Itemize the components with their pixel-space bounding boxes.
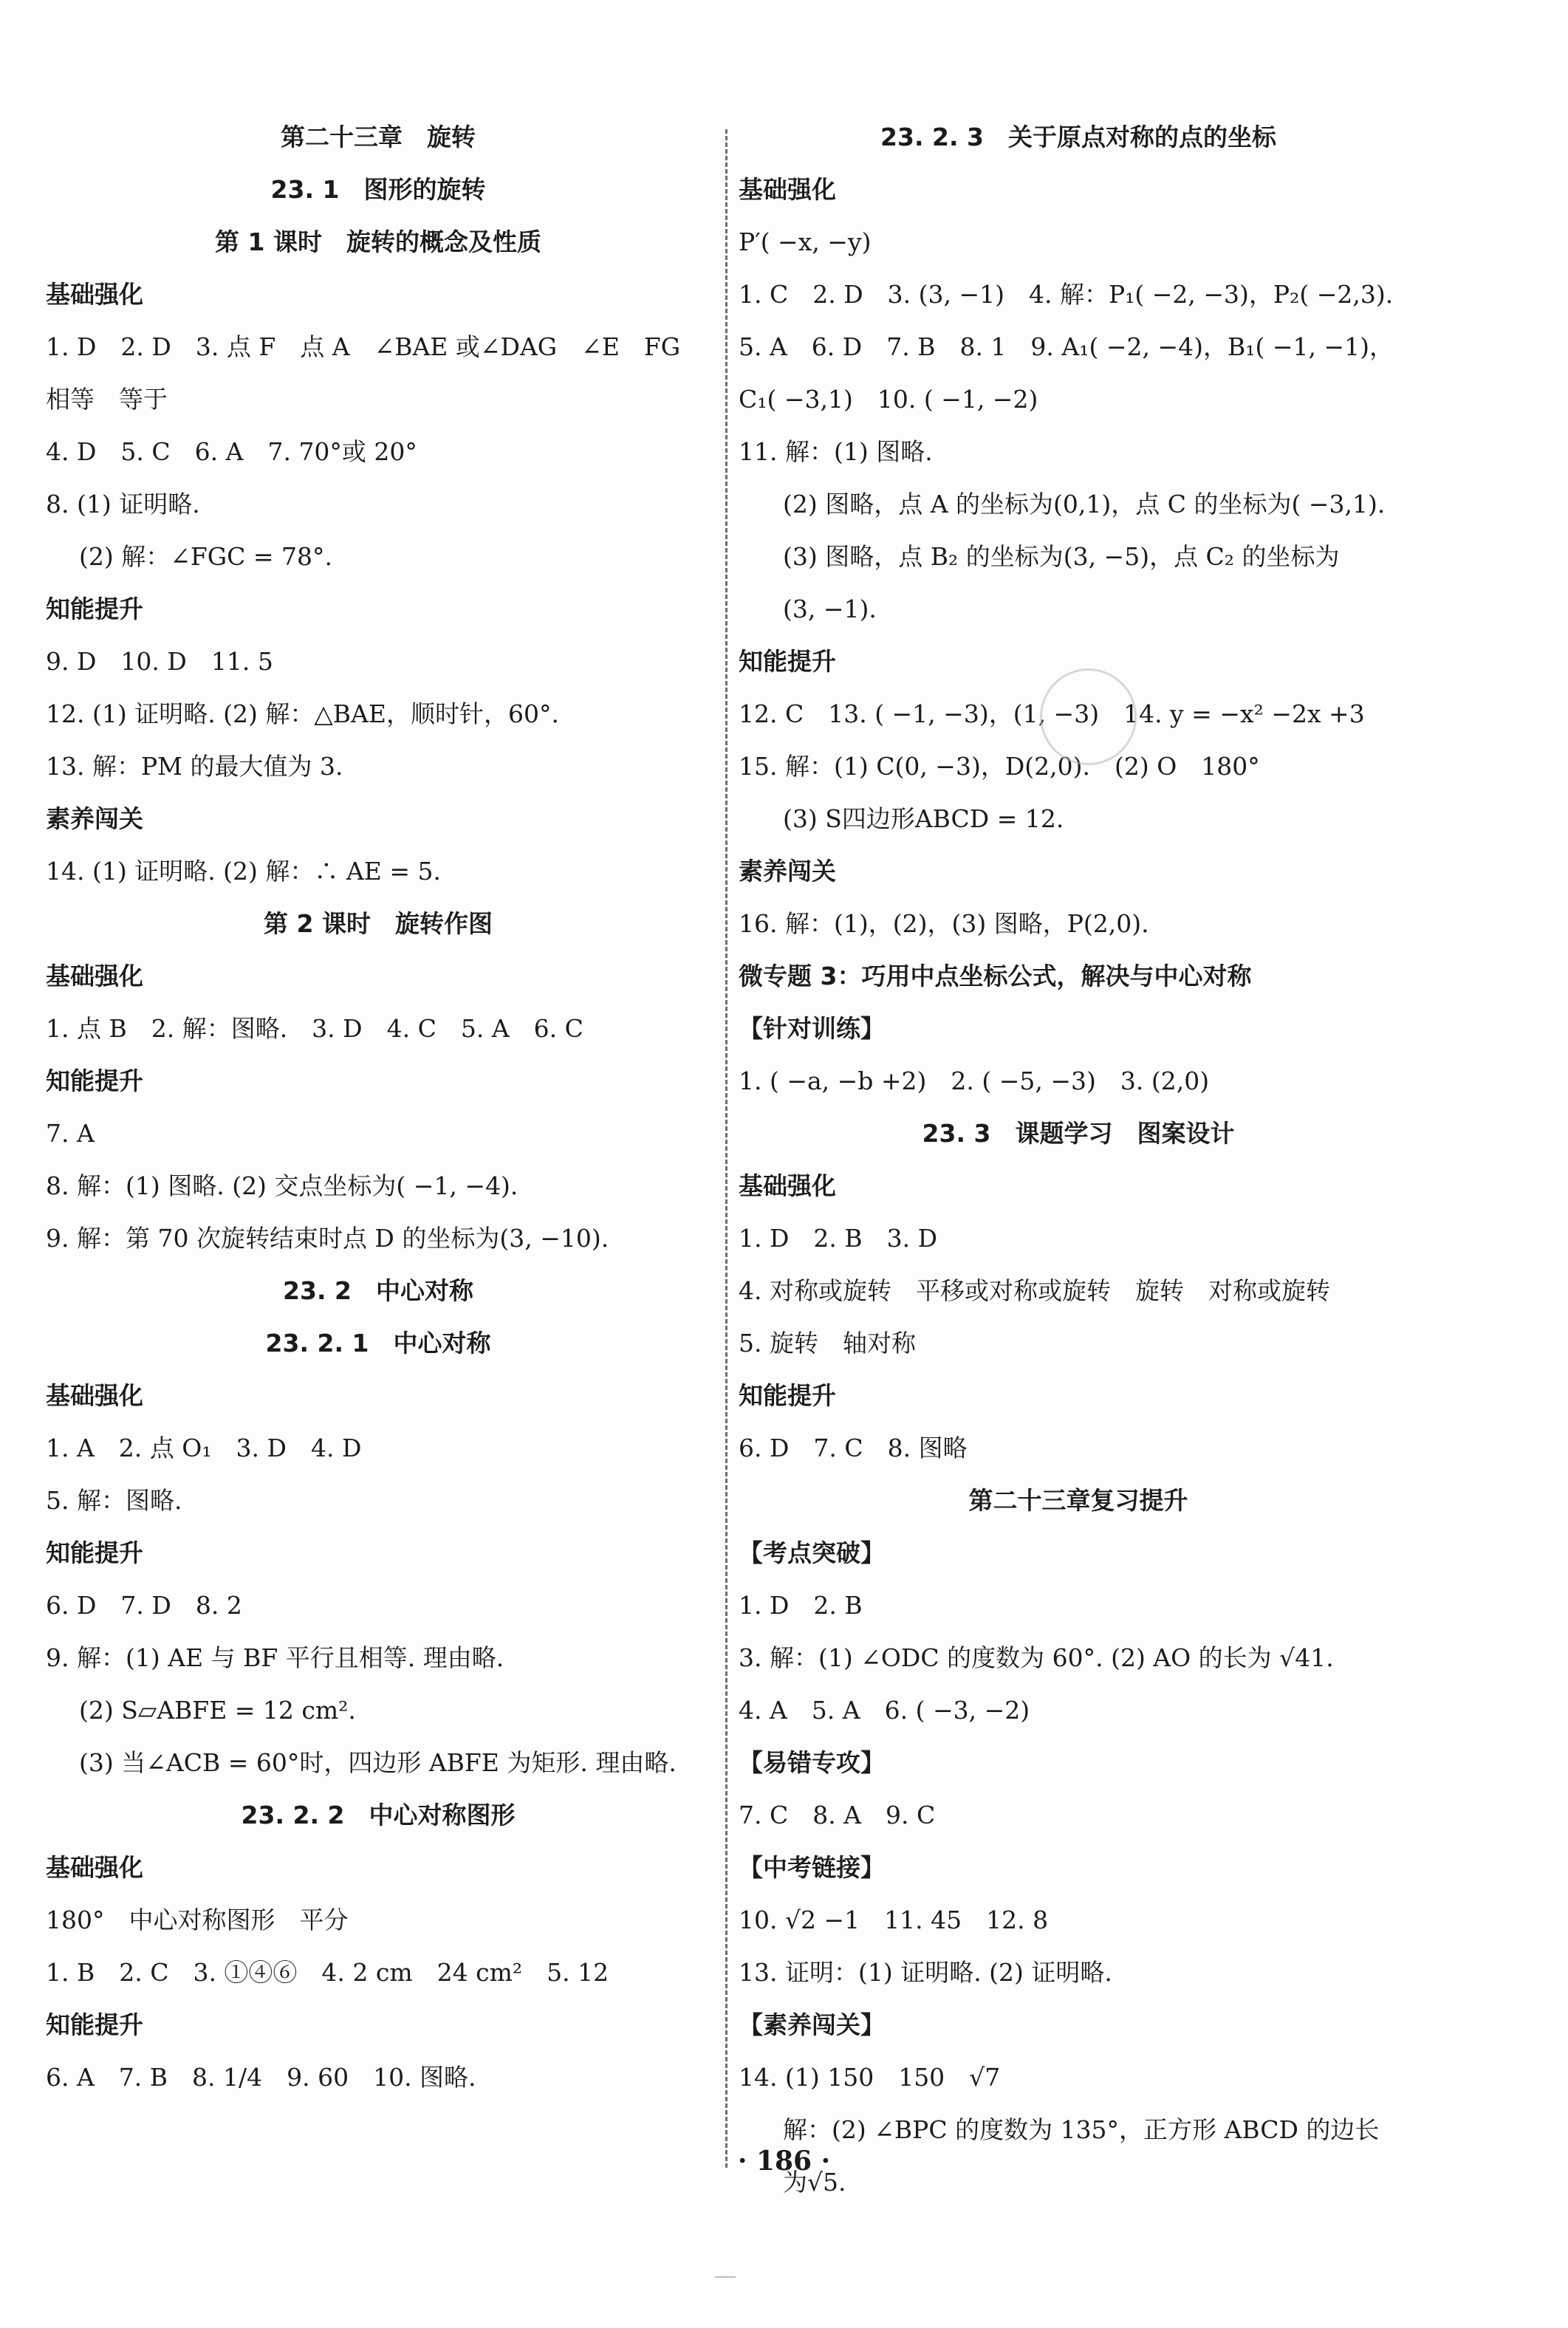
- section-title: 第 1 课时 旋转的概念及性质: [215, 227, 541, 256]
- answer-line: 5. A 6. D 7. B 8. 1 9. A₁( −2, −4)，B₁( −1, −1)，: [739, 332, 1394, 361]
- watermark-stamp: [1040, 668, 1137, 765]
- section-title: 23. 3 课题学习 图案设计: [922, 1119, 1235, 1148]
- answer-line: (2) 图略，点 A 的坐标为(0,1)，点 C 的坐标为( −3,1).: [783, 490, 1386, 518]
- answer-line: 1. A 2. 点 O₁ 3. D 4. D: [46, 1434, 362, 1462]
- answer-line: 6. A 7. B 8. 1/4 9. 60 10. 图略.: [46, 2063, 476, 2092]
- answer-line: 1. ( −a, −b +2) 2. ( −5, −3) 3. (2,0): [739, 1067, 1210, 1095]
- answer-line: (3) 图略，点 B₂ 的坐标为(3, −5)，点 C₂ 的坐标为: [783, 542, 1340, 571]
- answer-line: 12. (1) 证明略. (2) 解：△BAE，顺时针，60°.: [46, 699, 559, 728]
- section-heading: 知能提升: [46, 595, 143, 623]
- section-heading: 素养闯关: [739, 857, 836, 886]
- answer-line: (3) S四边形ABCD = 12.: [783, 804, 1064, 833]
- answer-line: 1. D 2. B: [739, 1591, 863, 1620]
- answer-line: 14. (1) 150 150 √7: [739, 2063, 1001, 2092]
- answer-line: 6. D 7. D 8. 2: [46, 1591, 242, 1620]
- answer-line: 3. 解：(1) ∠ODC 的度数为 60°. (2) AO 的长为 √41.: [739, 1643, 1334, 1672]
- answer-line: 9. D 10. D 11. 5: [46, 647, 273, 676]
- answer-line: 13. 证明：(1) 证明略. (2) 证明略.: [739, 1958, 1112, 1987]
- section-title: 第二十三章复习提升: [968, 1486, 1188, 1515]
- answer-line: 5. 旋转 轴对称: [739, 1329, 916, 1358]
- answer-line: P′( −x, −y): [739, 227, 872, 256]
- answer-line: 15. 解：(1) C(0, −3)，D(2,0). (2) O 180°: [739, 752, 1260, 781]
- section-heading: 【考点突破】: [739, 1538, 885, 1567]
- section-title: 23. 2 中心对称: [283, 1276, 473, 1305]
- answer-line: 7. C 8. A 9. C: [739, 1801, 936, 1829]
- answer-line: 12. C 13. ( −1, −3)，(1, −3) 14. y = −x² −2x +3: [739, 699, 1365, 728]
- section-heading: 【针对训练】: [739, 1014, 885, 1043]
- section-title: 23. 2. 2 中心对称图形: [241, 1801, 516, 1829]
- section-heading: 微专题 3：巧用中点坐标公式，解决与中心对称: [739, 962, 1252, 990]
- section-heading: 【素养闯关】: [739, 2010, 885, 2039]
- section-title: 第二十三章 旋转: [281, 123, 476, 151]
- section-heading: 基础强化: [46, 962, 143, 990]
- answer-line: 相等 等于: [46, 385, 168, 414]
- answer-line: 11. 解：(1) 图略.: [739, 437, 933, 466]
- section-heading: 基础强化: [46, 1381, 143, 1410]
- section-heading: 知能提升: [739, 647, 836, 676]
- answer-line: (2) 解：∠FGC = 78°.: [79, 542, 333, 571]
- left-column: [46, 111, 711, 2103]
- answer-line: 1. 点 B 2. 解：图略. 3. D 4. C 5. A 6. C: [46, 1014, 583, 1043]
- section-title: 23. 2. 3 关于原点对称的点的坐标: [880, 123, 1276, 151]
- section-heading: 知能提升: [739, 1381, 836, 1410]
- section-heading: 知能提升: [46, 1538, 143, 1567]
- section-heading: 基础强化: [46, 1853, 143, 1882]
- answer-line: 4. D 5. C 6. A 7. 70°或 20°: [46, 437, 417, 466]
- section-heading: 【易错专攻】: [739, 1748, 885, 1777]
- answer-line: 180° 中心对称图形 平分: [46, 1906, 349, 1934]
- answer-line: 1. D 2. B 3. D: [739, 1224, 938, 1253]
- section-heading: 素养闯关: [46, 804, 143, 833]
- answer-line: 4. 对称或旋转 平移或对称或旋转 旋转 对称或旋转: [739, 1276, 1330, 1305]
- answer-line: 1. D 2. D 3. 点 F 点 A ∠BAE 或∠DAG ∠E FG: [46, 332, 681, 361]
- section-title: 23. 1 图形的旋转: [270, 175, 486, 204]
- answer-line: 14. (1) 证明略. (2) 解：∴ AE = 5.: [46, 857, 441, 886]
- section-heading: 基础强化: [46, 280, 143, 309]
- answer-line: (3) 当∠ACB = 60°时，四边形 ABFE 为矩形. 理由略.: [79, 1748, 677, 1777]
- answer-line: 9. 解：第 70 次旋转结束时点 D 的坐标为(3, −10).: [46, 1224, 609, 1253]
- answer-line: 8. 解：(1) 图略. (2) 交点坐标为( −1, −4).: [46, 1171, 518, 1200]
- section-title: 23. 2. 1 中心对称: [265, 1329, 491, 1358]
- answer-line: 13. 解：PM 的最大值为 3.: [46, 752, 343, 781]
- answer-line: 1. C 2. D 3. (3, −1) 4. 解：P₁( −2, −3)，P₂( −2,3).: [739, 280, 1394, 309]
- answer-line: C₁( −3,1) 10. ( −1, −2): [739, 385, 1038, 414]
- answer-line: 4. A 5. A 6. ( −3, −2): [739, 1696, 1030, 1725]
- answer-line: 9. 解：(1) AE 与 BF 平行且相等. 理由略.: [46, 1643, 504, 1672]
- answer-line: 为√5.: [783, 2168, 846, 2197]
- section-heading: 基础强化: [739, 1171, 836, 1200]
- section-heading: 知能提升: [46, 2010, 143, 2039]
- page-number: · 186 ·: [737, 2146, 831, 2177]
- answer-line: (2) S▱ABFE = 12 cm².: [79, 1696, 356, 1725]
- section-title: 第 2 课时 旋转作图: [264, 909, 493, 938]
- right-column: [739, 111, 1418, 2208]
- answer-line: 解：(2) ∠BPC 的度数为 135°，正方形 ABCD 的边长: [783, 2115, 1380, 2144]
- bottom-mark: [715, 2276, 736, 2278]
- answer-line: 16. 解：(1)，(2)，(3) 图略，P(2,0).: [739, 909, 1149, 938]
- column-divider: [725, 129, 727, 2168]
- answer-line: 5. 解：图略.: [46, 1486, 182, 1515]
- answer-line: 6. D 7. C 8. 图略: [739, 1434, 968, 1462]
- section-heading: 基础强化: [739, 175, 836, 204]
- answer-line: 1. B 2. C 3. ①④⑥ 4. 2 cm 24 cm² 5. 12: [46, 1958, 609, 1987]
- answer-line: 10. √2 −1 11. 45 12. 8: [739, 1906, 1049, 1934]
- answer-line: (3, −1).: [783, 595, 877, 623]
- section-heading: 知能提升: [46, 1067, 143, 1095]
- answer-line: 7. A: [46, 1119, 95, 1148]
- answer-line: 8. (1) 证明略.: [46, 490, 200, 518]
- section-heading: 【中考链接】: [739, 1853, 885, 1882]
